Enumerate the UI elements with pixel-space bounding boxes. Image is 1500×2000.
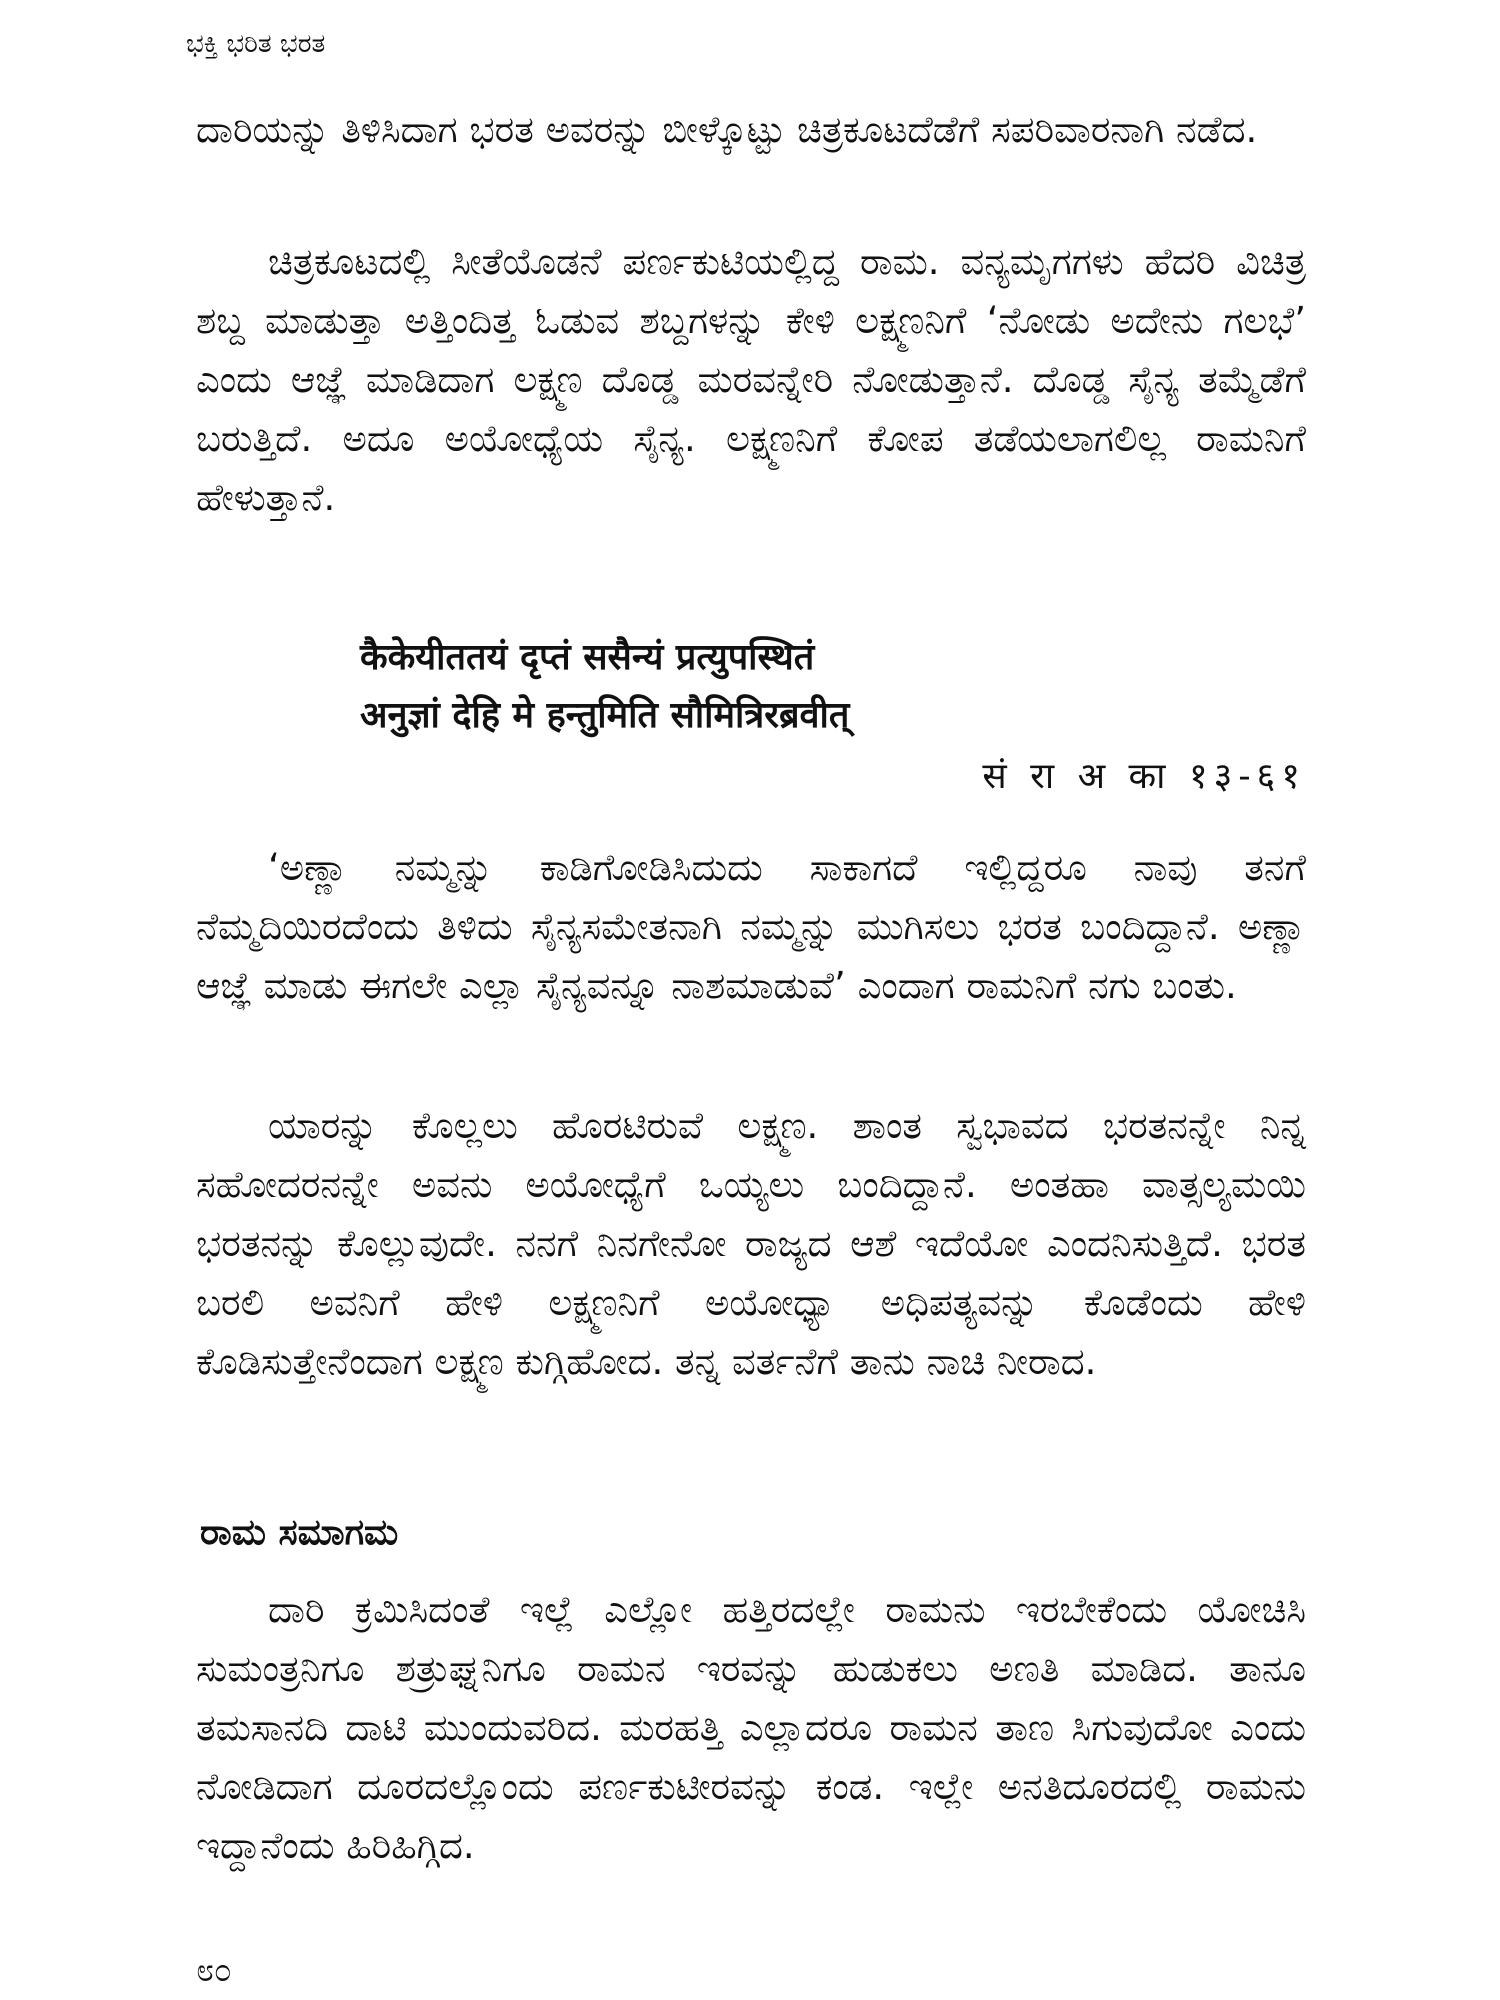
section-heading: ರಾಮ ಸಮಾಗಮ xyxy=(200,1512,399,1553)
running-header: ಭಕ್ತಿ ಭರಿತ ಭರತ xyxy=(186,29,326,59)
page-number: ೮೦ xyxy=(196,1951,232,1989)
verse-line-1: कैकेयीततयं दृप्तं ससैन्यं प्रत्युपस्थितं xyxy=(360,636,815,678)
verse-line-2: अनुज्ञां देहि मे हन्तुमिति सौमित्रिरब्रवीत् xyxy=(360,694,850,736)
sanskrit-verse xyxy=(360,628,1306,744)
paragraph-rama-reply: ಯಾರನ್ನು ಕೊಲ್ಲಲು ಹೊರಟಿರುವೆ ಲಕ್ಷ್ಮಣ. ಶಾಂತ ಸ್ವಭಾವದ ಭರತನನ್ನೇ ನಿನ್ನ ಸಹೋದರನನ್ನೇ ಅವನು ಅಯೋಧ್ಯೆಗೆ ಒಯ್ಯಲು ಬಂದಿದ್ದಾನೆ. ಅಂತಹಾ ವಾತ್ಸಲ್ಯಮಯಿ ಭರತನನ್ನು ಕೊಲ್ಲುವುದೇ. ನನಗೆ ನಿನಗೇನೋ ರಾಜ್ಯದ ಆಶೆ ಇದೆಯೋ ಎಂದನಿಸುತ್ತಿದೆ. ಭರತ ಬರಲಿ ಅವನಿಗೆ ಹೇಳಿ ಲಕ್ಷ್ಮಣನಿಗೆ ಅಯೋಧ್ಯಾ ಅಧಿಪತ್ಯವನ್ನು ಕೊಡೆಂದು ಹೇಳಿ ಕೊಡಿಸುತ್ತೇನೆಂದಾಗ ಲಕ್ಷ್ಮಣ ಕುಗ್ಗಿಹೋದ. ತನ್ನ ವರ್ತನೆಗೆ ತಾನು ನಾಚಿ ನೀರಾದ. xyxy=(196,1104,1306,1383)
paragraph-lakshmana-speech: ‘ಅಣ್ಣಾ ನಮ್ಮನ್ನು ಕಾಡಿಗೋಡಿಸಿದುದು ಸಾಕಾಗದೆ ಇಲ್ಲಿದ್ದರೂ ನಾವು ತನಗೆ ನೆಮ್ಮದಿಯಿರದೆಂದು ತಿಳಿದು ಸೈನ್ಯಸಮೇತನಾಗಿ ನಮ್ಮನ್ನು ಮುಗಿಸಲು ಭರತ ಬಂದಿದ್ದಾನೆ. ಅಣ್ಣಾ ಆಜ್ಞೆ ಮಾಡು ಈಗಲೇ ಎಲ್ಲಾ ಸೈನ್ಯವನ್ನೂ ನಾಶಮಾಡುವೆ’ ಎಂದಾಗ ರಾಮನಿಗೆ ನಗು ಬಂತು. xyxy=(196,846,1306,1007)
paragraph-rama-samagama: ದಾರಿ ಕ್ರಮಿಸಿದಂತೆ ಇಲ್ಲೆ ಎಲ್ಲೋ ಹತ್ತಿರದಲ್ಲೇ ರಾಮನು ಇರಬೇಕೆಂದು ಯೋಚಿಸಿ ಸುಮಂತ್ರನಿಗೂ ಶತ್ರುಘ್ನನಿಗೂ ರಾಮನ ಇರವನ್ನು ಹುಡುಕಲು ಅಣತಿ ಮಾಡಿದ. ತಾನೂ ತಮಸಾನದಿ ದಾಟಿ ಮುಂದುವರಿದ. ಮರಹತ್ತಿ ಎಲ್ಲಾದರೂ ರಾಮನ ತಾಣ ಸಿಗುವುದೋ ಎಂದು ನೋಡಿದಾಗ ದೂರದಲ್ಲೊಂದು ಪರ್ಣಕುಟೀರವನ್ನು ಕಂಡ. ಇಲ್ಲೇ ಅನತಿದೂರದಲ್ಲಿ ರಾಮನು ಇದ್ದಾನೆಂದು ಹಿರಿಹಿಗ್ಗಿದ. xyxy=(196,1588,1306,1867)
verse-reference: सं रा अ का १३-६१ xyxy=(982,756,1306,797)
paragraph-chitrakoota: ಚಿತ್ರಕೂಟದಲ್ಲಿ ಸೀತೆಯೊಡನೆ ಪರ್ಣಕುಟಿಯಲ್ಲಿದ್ದ ರಾಮ. ವನ್ಯಮೃಗಗಳು ಹೆದರಿ ವಿಚಿತ್ರ ಶಬ್ದ ಮಾಡುತ್ತಾ ಅತ್ತಿಂದಿತ್ತ ಓಡುವ ಶಬ್ದಗಳನ್ನು ಕೇಳಿ ಲಕ್ಷ್ಮಣನಿಗೆ ‘ನೋಡು ಅದೇನು ಗಲಭೆ’ ಎಂದು ಆಜ್ಞೆ ಮಾಡಿದಾಗ ಲಕ್ಷ್ಮಣ ದೊಡ್ಡ ಮರವನ್ನೇರಿ ನೋಡುತ್ತಾನೆ. ದೊಡ್ಡ ಸೈನ್ಯ ತಮ್ಮೆಡೆಗೆ ಬರುತ್ತಿದೆ. ಅದೂ ಅಯೋಧ್ಯೆಯ ಸೈನ್ಯ. ಲಕ್ಷ್ಮಣನಿಗೆ ಕೋಪ ತಡೆಯಲಾಗಲಿಲ್ಲ ರಾಮನಿಗೆ ಹೇಳುತ್ತಾನೆ. xyxy=(196,240,1306,519)
paragraph-opening: ದಾರಿಯನ್ನು ತಿಳಿಸಿದಾಗ ಭರತ ಅವರನ್ನು ಬೀಳ್ಕೊಟ್ಟು ಚಿತ್ರಕೂಟದೆಡೆಗೆ ಸಪರಿವಾರನಾಗಿ ನಡೆದ. xyxy=(196,108,1258,151)
